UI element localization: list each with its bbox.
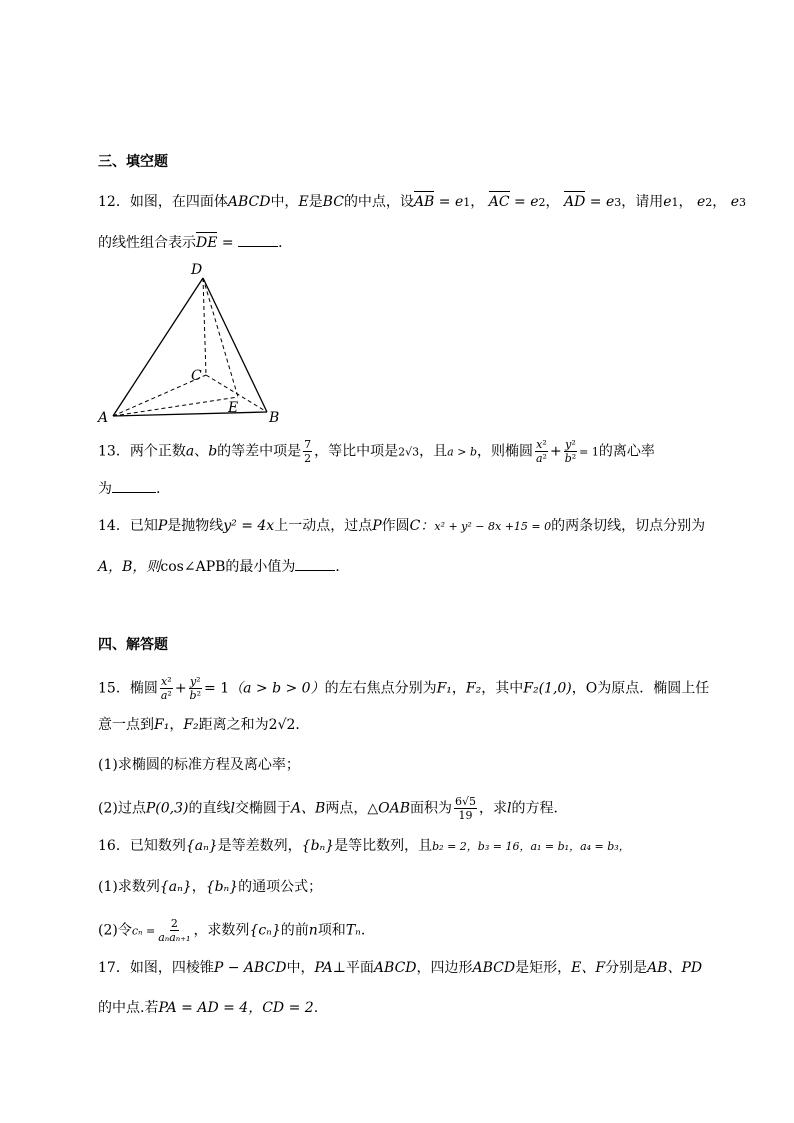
q15-text-b: 的左右焦点分别为 [324, 680, 437, 697]
e3-a: e [605, 194, 615, 210]
q14-p: P [157, 518, 168, 534]
question-12-line2: 的线性组合表示DE = ． [98, 232, 292, 253]
q13-x-fraction: $\frac{\text{x²}}{\text{a²}}$ [535, 438, 547, 465]
q13-text-d: ，且 [419, 443, 448, 460]
e3-b: e [730, 194, 740, 210]
tetrahedron-figure [95, 258, 295, 428]
q13-a: a [185, 443, 195, 460]
q15-part2-d: 两点， [325, 800, 368, 817]
question-16 [98, 836, 630, 857]
q16-c-fraction [157, 917, 191, 944]
question-17-line2 [98, 998, 318, 1018]
q15-f2coord: F₂(1,0) [523, 680, 572, 697]
q13-frac-num: 7 [304, 438, 312, 451]
q13-y-fraction: $\frac{\text{y²}}{\text{b²}}$ [564, 438, 577, 465]
question-14-line2 [98, 556, 349, 577]
q16-text-c: 是等比数列，且 [334, 838, 433, 854]
q13-eq-rest: = 1 [579, 445, 599, 459]
question-16-part2 [98, 917, 365, 944]
edge-ad [113, 278, 203, 416]
q15-comma-b: ， [169, 717, 184, 733]
q15-area-den: 19 [458, 809, 473, 822]
q16-part2-end: . [360, 922, 366, 939]
q16-c-den: aₙaₙ₊₁ [158, 931, 191, 944]
q15-text-d: ，O为原点．椭圆上任 [571, 680, 710, 697]
q16-text-a: 已知数列 [129, 838, 186, 854]
q15-f1: F₁ [436, 680, 452, 697]
q12-e: E [298, 194, 309, 210]
q14-text-a: 已知 [129, 518, 158, 534]
q16-bn: {bₙ} [301, 838, 335, 854]
edge-dc [203, 278, 206, 375]
q13-number: 13． [98, 443, 130, 460]
q13-condition: a > b [447, 445, 477, 459]
q16-tn: Tₙ [345, 922, 361, 939]
q14-line2-b: 的最小值为 [225, 559, 296, 575]
q14-number: 14． [98, 518, 130, 534]
q15-f2-b: F₂ [183, 717, 199, 733]
q15-text-a: 椭圆 [129, 680, 158, 697]
q15-l: l [230, 800, 235, 817]
q15-part2-b: 的直线 [188, 800, 231, 817]
q12-text: 如图，在四面体 [129, 194, 228, 210]
q15-f2: F₂ [465, 680, 482, 697]
q14-circle-name: C： [409, 518, 435, 534]
q15-l-b: l [507, 800, 512, 817]
e2-a: e [530, 194, 539, 210]
q15-triangle: △OAB [367, 800, 410, 817]
q15-x-fraction: $\frac{\text{x²}}{\text{a²}}$ [160, 675, 172, 702]
q17-ef: E、F [571, 960, 606, 976]
q12-text-c: 是 [308, 194, 323, 210]
q14-text-d: 作圆 [381, 518, 410, 534]
q12-text-e: ，请用 [621, 194, 664, 210]
q16-n: n [308, 922, 318, 939]
q15-area-fraction [454, 795, 477, 822]
q13-text-b: 的等差中项是 [217, 443, 302, 460]
e1-b: e [663, 194, 672, 210]
q17-line2-a: 的中点.若 [98, 1000, 159, 1016]
q15-line2-end: ． [295, 717, 310, 733]
e1-a: e [454, 194, 464, 210]
q17-line2-end: . [313, 1000, 319, 1016]
question-17 [98, 958, 702, 978]
q16-bn-b: {bₙ} [205, 879, 239, 895]
q12-number: 12． [98, 194, 130, 210]
q14-text-c: 上一动点，过点 [274, 518, 373, 534]
q13-mean-fraction [303, 438, 312, 465]
q13-text-f: 的离心率 [598, 443, 655, 460]
label-b: B [269, 410, 280, 426]
q16-part2-c: 的前 [280, 922, 309, 939]
q15-sum: 2√2 [268, 717, 296, 733]
q15-text-c: ，其中 [481, 680, 524, 697]
q17-text-a: 如图，四棱锥 [129, 960, 214, 976]
label-d: D [191, 262, 203, 278]
q16-cn: cₙ = [131, 924, 156, 938]
q17-abcd-b: ABCD [472, 960, 516, 976]
question-13-line2 [98, 478, 160, 499]
e2-b: e [696, 194, 706, 210]
q13-b: b [208, 443, 218, 460]
q15-area-num: 6√5 [455, 795, 477, 808]
q16-part2-d: 项和 [317, 922, 346, 939]
q12-text-d: 的中点，设 [343, 194, 414, 210]
label-c: C [191, 368, 202, 384]
q12-abcd: ABCD [227, 194, 271, 210]
q14-cos: cos∠APB [160, 559, 226, 575]
vec-de: DE [196, 235, 218, 251]
q13-text-c: ，等比中项是 [314, 443, 399, 460]
vec-ac: AC [488, 194, 510, 210]
q14-line2-a: A，B，则 [98, 559, 161, 575]
q15-part2-c: 交椭圆于 [234, 800, 291, 817]
q16-cn-set: {cₙ} [249, 922, 281, 939]
q12-line2-text: 的线性组合表示 [98, 235, 196, 251]
q13-line2: 为 [98, 481, 112, 497]
q16-text-b: 是等差数列， [217, 838, 302, 854]
q16-conds: b₂ = 2，b₃ = 16，a₁ = b₁，a₄ = b₃， [432, 840, 630, 853]
q15-line2-b: 距离之和为 [198, 717, 269, 733]
q17-text-e: 是矩形， [515, 960, 572, 976]
q16-an: {aₙ} [185, 838, 218, 854]
question-16-part1: (1)求数列{aₙ}，{bₙ}的通项公式； [98, 879, 323, 895]
q17-abcd: ABCD [373, 960, 417, 976]
q16-an-b: {aₙ} [159, 879, 192, 895]
q17-ab-pd: AB、PD [647, 960, 703, 976]
q16-part1-b: 的通项公式； [238, 879, 323, 895]
q17-pa-perp: PA⊥ [314, 960, 346, 976]
section-3-heading: 三、填空题 [98, 154, 168, 170]
q15-part2-g: 的方程． [511, 800, 568, 817]
q14-circle-eq: x² + y² − 8x +15 = 0 [434, 520, 552, 533]
question-14 [98, 516, 705, 537]
q17-text-b: 中， [286, 960, 315, 976]
q15-f1-b: F₁ [154, 717, 170, 733]
q15-part2-e: 面积为 [410, 800, 452, 817]
q13-geometric-mean: 2√3 [398, 445, 420, 459]
q14-text-e: 的两条切线，切点分别为 [551, 518, 706, 534]
q12-line2-end: ． [278, 235, 293, 251]
q17-text-c: 平面 [345, 960, 374, 976]
q17-vals: PA = AD = 4，CD = 2 [158, 1000, 314, 1016]
q15-line2-a: 意一点到 [98, 717, 154, 733]
q16-number: 16． [98, 838, 130, 854]
q13-frac-den: 2 [304, 452, 312, 465]
question-15-line2 [98, 715, 309, 735]
question-15-part2 [98, 795, 568, 822]
q13-sep: 、 [194, 443, 209, 460]
q13-answer-blank [112, 478, 156, 493]
q14-answer-blank [295, 556, 335, 571]
q14-text-b: 是抛物线 [167, 518, 224, 534]
q15-part2-f: ，求 [479, 800, 508, 817]
q14-parabola: y² = 4x [223, 518, 275, 534]
edge-de [203, 278, 238, 397]
q13-text-e: ，则椭圆 [476, 443, 533, 460]
q14-p2: P [372, 518, 382, 534]
q17-text-f: 分别是 [605, 960, 648, 976]
q15-part2-a: (2)过点 [98, 800, 146, 817]
q14-line2-end: ． [335, 559, 350, 575]
label-e: E [228, 400, 239, 416]
question-13: 13．两个正数a、b的等差中项是 $\frac{7}{2}$ ，等比中项是2√3，且a > b，则椭圆 $\frac{\text{x²}}{\text{a²}}$ + $\frac{\text{y²}}{\text{b²}}$ = 1的离心率 [98, 438, 655, 465]
edge-db [203, 278, 267, 412]
q16-part1-a: (1)求数列 [98, 879, 160, 895]
q15-comma: ， [451, 680, 466, 697]
q15-number: 15． [98, 680, 130, 697]
q13-line2-end: . [156, 481, 161, 497]
vec-ab: AB [413, 194, 435, 210]
q12-answer-blank [238, 232, 278, 247]
question-12: 12．如图，在四面体ABCD中，E是BC的中点，设AB = e1， AC = e2， AD = e3，请用e1， e2， e3 [98, 194, 747, 210]
q12-bc: BC [322, 194, 344, 210]
label-a: A [98, 410, 109, 426]
question-15-part1: (1)求椭圆的标准方程及离心率； [98, 757, 300, 773]
q12-text-b: 中， [270, 194, 299, 210]
q16-c-num: 2 [170, 917, 178, 930]
q15-y-fraction: $\frac{\text{y²}}{\text{b²}}$ [189, 675, 202, 702]
section-4-heading: 四、解答题 [98, 637, 168, 653]
q15-cond: （a > b > 0） [229, 680, 325, 697]
q17-text-d: ，四边形 [416, 960, 473, 976]
q15-point: P(0,3) [145, 800, 189, 817]
vec-ad: AD [563, 194, 586, 210]
q16-part2-a: (2)令 [98, 922, 132, 939]
q15-ab-points: A、B [290, 800, 326, 817]
question-15: 15．椭圆 $\frac{\text{x²}}{\text{a²}}$ + $\frac{\text{y²}}{\text{b²}}$ = 1（a > b > 0）的左右焦点分别为F₁，F₂，其中F₂(1,0)，O为原点．椭圆上任 [98, 675, 710, 702]
q13-text-a: 两个正数 [129, 443, 186, 460]
q17-number: 17． [98, 960, 130, 976]
q16-part2-b: ，求数列 [193, 922, 250, 939]
q17-pyramid: P − ABCD [213, 960, 287, 976]
